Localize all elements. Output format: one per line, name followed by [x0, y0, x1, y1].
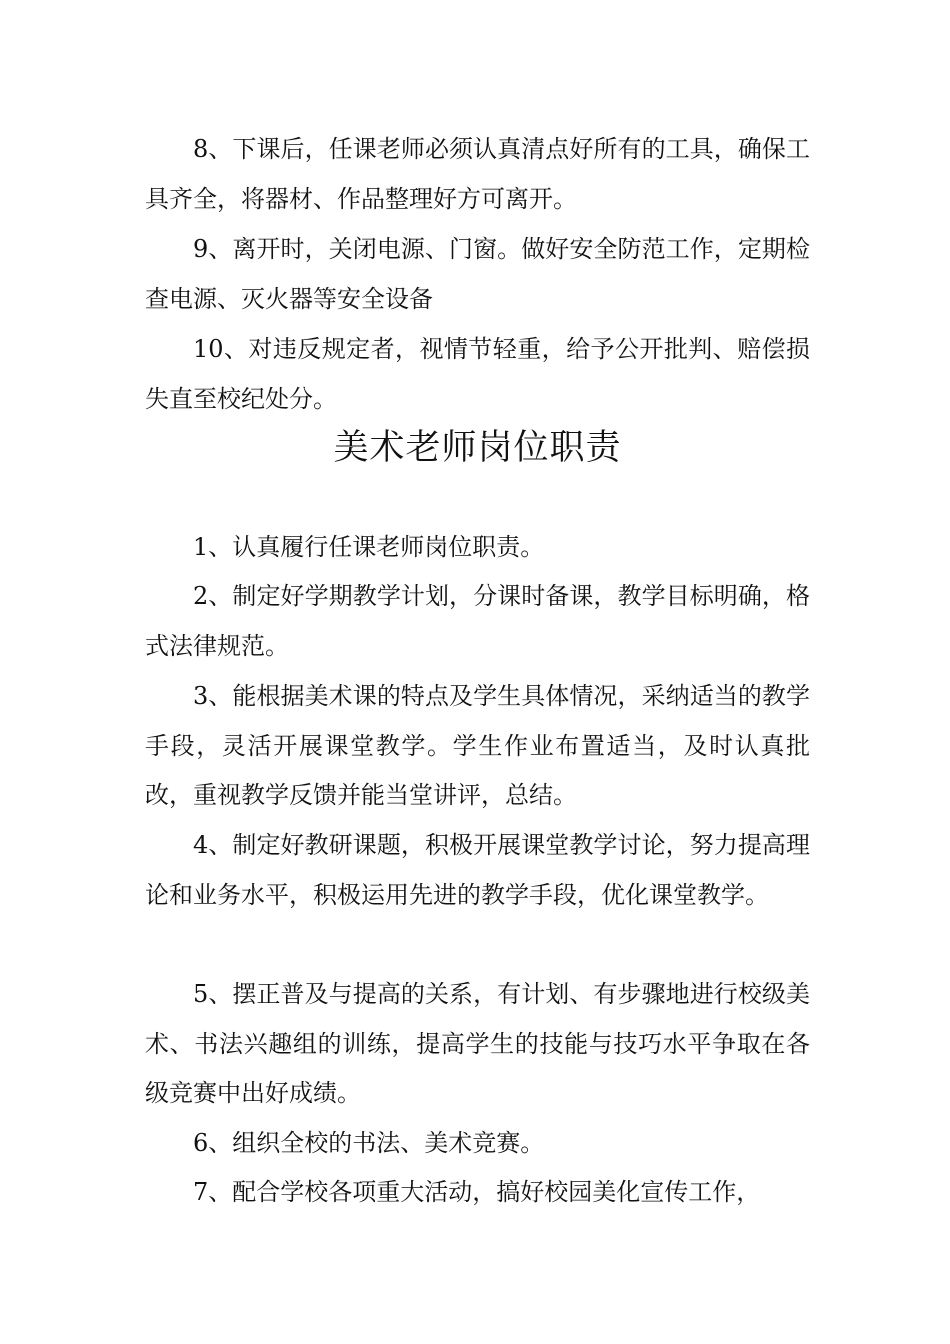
rule-item-8: 8、下课后，任课老师必须认真清点好所有的工具，确保工具齐全，将器材、作品整理好方可离开。	[145, 135, 810, 213]
rule-item-10: 10、对违反规定者，视情节轻重，给予公开批判、赔偿损失直至校纪处分。	[145, 335, 810, 413]
duty-item-6: 6、组织全校的书法、美术竞赛。	[193, 1129, 545, 1157]
rule-item-9: 9、离开时，关闭电源、门窗。做好安全防范工作，定期检查电源、灭火器等安全设备	[145, 235, 810, 313]
section-title: 美术老师岗位职责	[333, 428, 622, 468]
duty-item-5: 5、摆正普及与提高的关系，有计划、有步骤地进行校级美术、书法兴趣组的训练，提高学生的技能与技巧水平争取在各级竞赛中出好成绩。	[145, 980, 810, 1107]
duty-item-7: 7、配合学校各项重大活动，搞好校园美化宣传工作，	[193, 1178, 761, 1206]
duty-item-4: 4、制定好教研课题，积极开展课堂教学讨论，努力提高理论和业务水平，积极运用先进的教学手段，优化课堂教学。	[145, 831, 810, 909]
duty-item-3: 3、能根据美术课的特点及学生具体情况，采纳适当的教学手段，灵活开展课堂教学。学生作业布置适当，及时认真批改，重视教学反馈并能当堂讲评，总结。	[145, 682, 810, 809]
duty-item-1: 1、认真履行任课老师岗位职责。	[193, 533, 545, 561]
duty-item-2: 2、制定好学期教学计划，分课时备课，教学目标明确，格式法律规范。	[145, 582, 810, 660]
